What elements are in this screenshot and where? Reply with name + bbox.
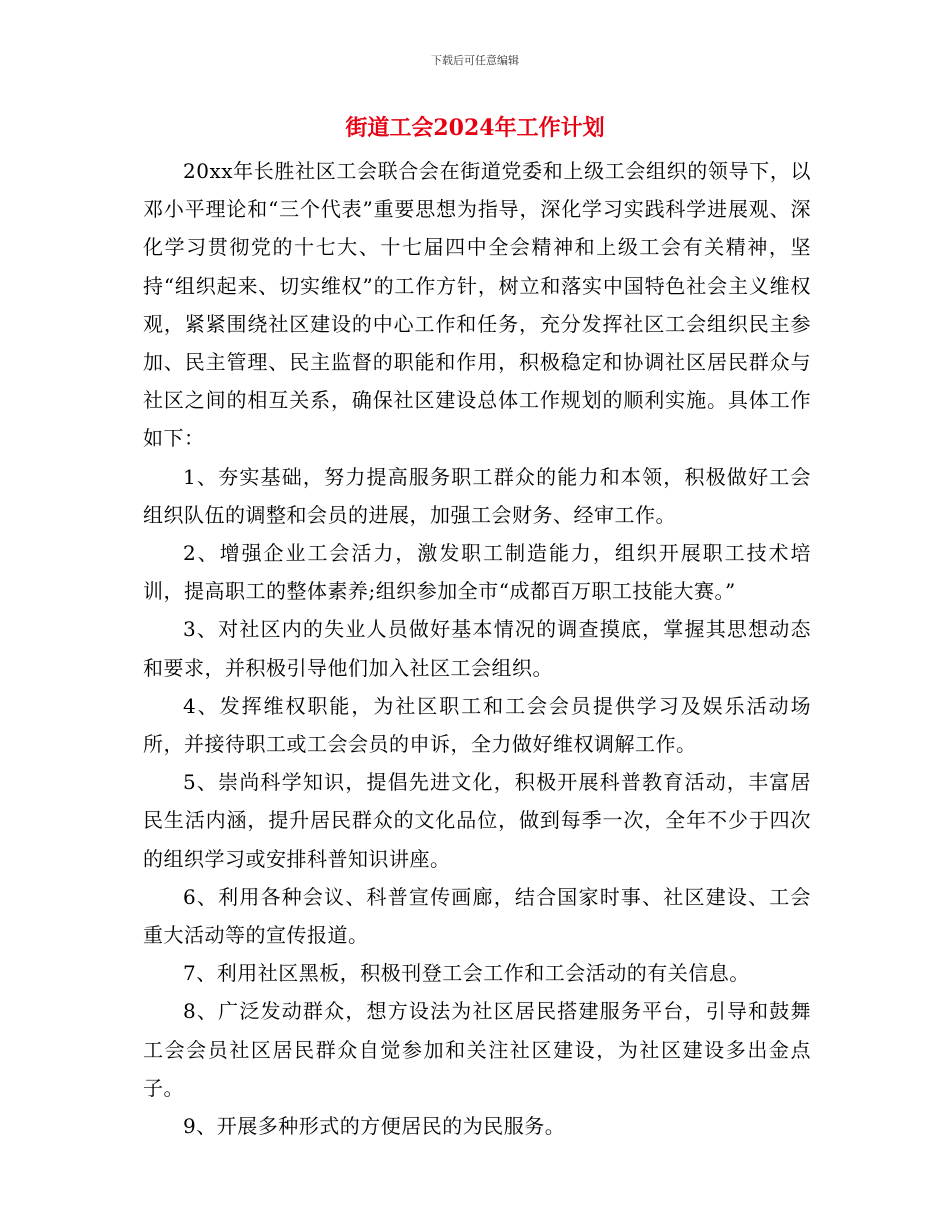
list-item: 2、增强企业工会活力，激发职工制造能力，组织开展职工技术培训，提高职工的整体素养;组织参加全市“成都百万职工技能大赛。” [143,541,811,604]
list-item: 4、发挥维权职能，为社区职工和工会会员提供学习及娱乐活动场所，并接待职工或工会会员的申诉，全力做好维权调解工作。 [143,693,811,757]
list-item: 6、利用各种会议、科普宣传画廊，结合国家时事、社区建设、工会重大活动等的宣传报道。 [143,884,811,948]
document-title: 街道工会2024年工作计划 [345,115,605,141]
list-item: 5、崇尚科学知识，提倡先进文化，积极开展科普教育活动，丰富居民生活内涵，提升居民群众的文化品位，做到每季一次，全年不少于四次的组织学习或安排科普知识讲座。 [143,770,811,871]
list-item: 3、对社区内的失业人员做好基本情况的调查摸底，掌握其思想动态和要求，并积极引导他们加入社区工会组织。 [143,617,811,680]
list-item: 7、利用社区黑板，积极刊登工会工作和工会活动的有关信息。 [183,961,750,986]
list-item: 8、广泛发动群众，想方设法为社区居民搭建服务平台，引导和鼓舞工会会员社区居民群众自觉参加和关注社区建设，为社区建设多出金点子。 [143,999,811,1100]
document-body [143,152,811,1145]
header-note: 下载后可任意编辑 [431,54,519,67]
intro-paragraph: 20xx年长胜社区工会联合会在街道党委和上级工会组织的领导下，以邓小平理论和“三个代表”重要思想为指导，深化学习实践科学进展观、深化学习贯彻党的十七大、十七届四中全会精神和上级工会有关精神，坚持“组织起来、切实维权”的工作方针，树立和落实中国特色社会主义维权观，紧紧围绕社区建设的中心工作和任务，充分发挥社区工会组织民主参加、民主管理、民主监督的职能和作用，积极稳定和协调社区居民群众与社区之间的相互关系，确保社区建设总体工作规划的顺利实施。具体工作如下： [143,159,811,451]
list-item: 1、夯实基础，努力提高服务职工群众的能力和本领，积极做好工会组织队伍的调整和会员的进展，加强工会财务、经审工作。 [143,464,811,527]
list-item: 9、开展多种形式的方便居民的为民服务。 [183,1114,566,1139]
